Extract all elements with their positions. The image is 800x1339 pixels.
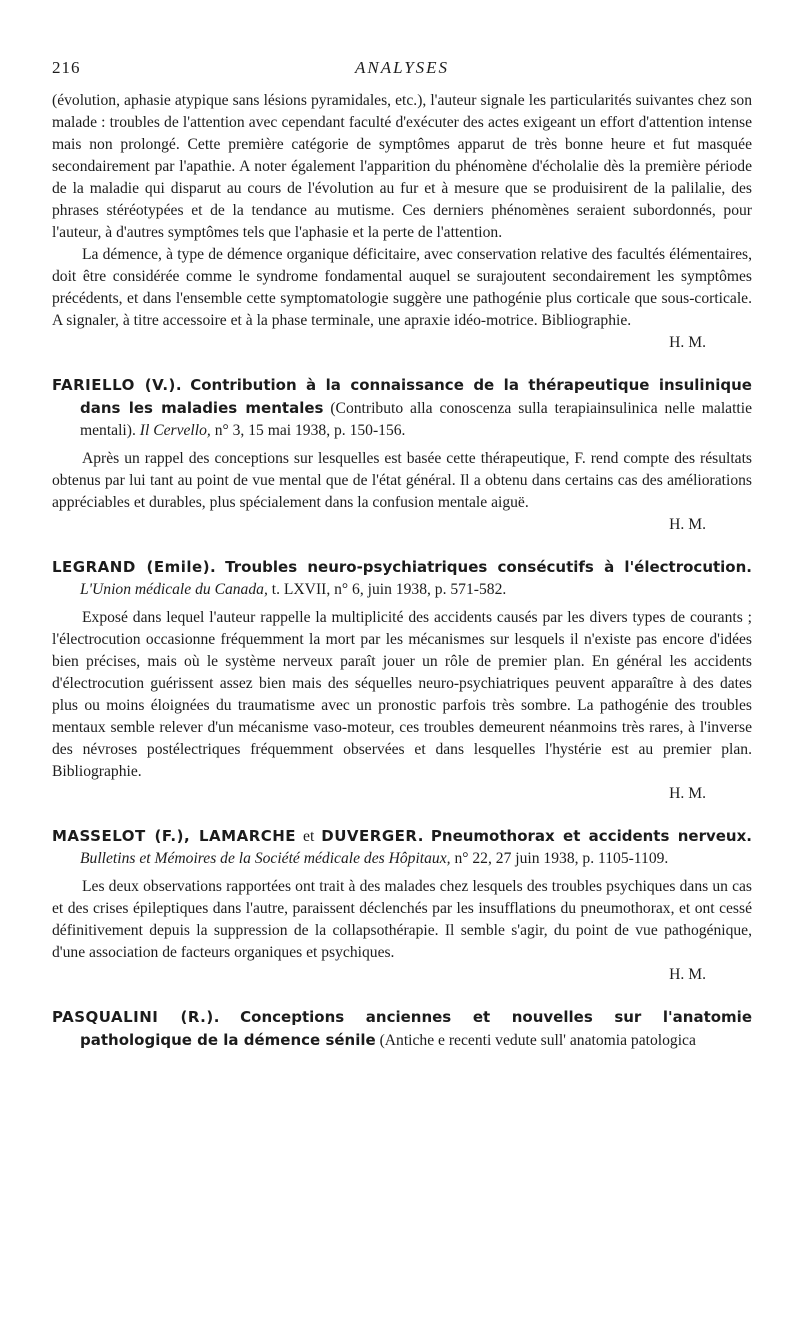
signature: H. M. [669,785,706,802]
entry-author-conjunction: et [303,828,315,845]
intro-paragraph-2: La démence, à type de démence organique déficitaire, avec conservation relative des facultés élémentaires, doit être considérée comme le syndrome fondamental auquel se surajoutent secondairement les symptômes précédents, et dans l'ensemble cette symptomatologie suggère une pathogénie plus corticale que sous-corticale. A signaler, à titre accessoire et à la phase terminale, une apraxie idéo-motrice. Bibliographie. [52,246,752,329]
running-title: ANALYSES [354,58,450,77]
entry-author: MASSELOT (F.), LAMARCHE [52,827,297,845]
page-number: 216 [52,58,81,77]
entry-summary: Après un rappel des conceptions sur lesquelles est basée cette thérapeutique, F. rend compte des résultats obtenus par lui tant au point de vue mental que de l'état général. Il a obtenu dans certains cas des améliorations appréciables et durables, plus spécialement dans la confusion mentale aiguë. [52,450,752,511]
entry-heading [52,556,752,601]
entry-original-title: (Antiche e recenti vedute sull' anatomia patologica [379,1032,696,1049]
entry-citation: t. LXVII, n° 6, juin 1938, p. 571-582. [271,581,507,598]
entry-title: Contribution à la connaissance de la thérapeutique insulinique dans les maladies mentales [80,376,752,417]
entry-journal: L'Union médicale du Canada, [80,581,268,598]
signature: H. M. [669,334,706,351]
entry-title: Troubles neuro-psychiatriques consécutifs à l'électrocution. [225,558,752,576]
entry-citation: n° 3, 15 mai 1938, p. 150-156. [214,422,406,439]
article-body [52,90,752,1052]
entry-author: LEGRAND (Emile). [52,558,217,576]
running-header [52,58,752,82]
entry-author: FARIELLO (V.). [52,376,183,394]
entry-heading [52,374,752,442]
intro-paragraph-1: (évolution, aphasie atypique sans lésions pyramidales, etc.), l'auteur signale les particularités suivantes chez son malade : troubles de l'attention avec cependant faculté d'exécuter des actes exigeant un effort d'attention intense mais non prolongé. Cette première catégorie de symptômes apparut de très bonne heure et fut masquée secondairement par l'apathie. A noter également l'apparition du phénomène d'écholalie dès la première période de la maladie qui disparut au cours de l'évolution au fur et à mesure que se produisirent de la palilalie, des phrases stéréotypées et de la tendance au mutisme. Ces derniers phénomènes seraient subordonnés, pour l'auteur, à d'autres symptômes tels que l'aphasie et la perte de l'attention. [52,92,752,241]
entry-title: Pneumothorax et accidents nerveux. [430,827,752,845]
entry-author: PASQUALINI (R.). [52,1008,220,1026]
entry-citation: n° 22, 27 juin 1938, p. 1105-1109. [454,850,669,867]
signature: H. M. [669,966,706,983]
entry-summary: Les deux observations rapportées ont trait à des malades chez lesquels des troubles psychiques dans un cas et des crises épileptiques dans l'autre, paraissent déclenchés par les insufflations du pneumothorax, et ont cessé définitivement depuis la suppression de la collapsothérapie. Il semble s'agir, du point de vue pathogénique, d'une association de facteurs organiques et psychiques. [52,878,752,961]
entry-title: Conceptions anciennes et nouvelles sur l'anatomie pathologique de la démence sénile [80,1008,752,1049]
entry-journal: Il Cervello, [139,422,211,439]
entry-journal: Bulletins et Mémoires de la Société médicale des Hôpitaux, [80,850,451,867]
signature: H. M. [669,516,706,533]
entry-heading [52,1006,752,1052]
entry-author: DUVERGER. [321,827,424,845]
entry-heading [52,825,752,870]
entry-summary: Exposé dans lequel l'auteur rappelle la multiplicité des accidents causés par les divers types de courants ; l'électrocution occasionne fréquemment la mort par les mécanismes sur lesquels il n'existe pas encore d'idées bien précises, mais où le système nerveux paraît jouer un rôle de premier plan. En général les accidents d'électrocution guérissent assez bien mais des séquelles neuro-psychiatriques peuvent apparaître à des dates plus ou moins éloignées du traumatisme avec un pronostic parfois très sombre. La pathogénie des troubles mentaux semble relever d'un mécanisme vaso-moteur, ces troubles demeurent néanmoins très rares, à l'inverse des névroses postélectriques fréquemment observées et dans lesquelles l'hystérie est au premier plan. Bibliographie. [52,609,752,780]
entry-original-title: (Contributo alla conoscenza sulla terapiainsulinica nelle malattie mentali). [80,400,753,439]
